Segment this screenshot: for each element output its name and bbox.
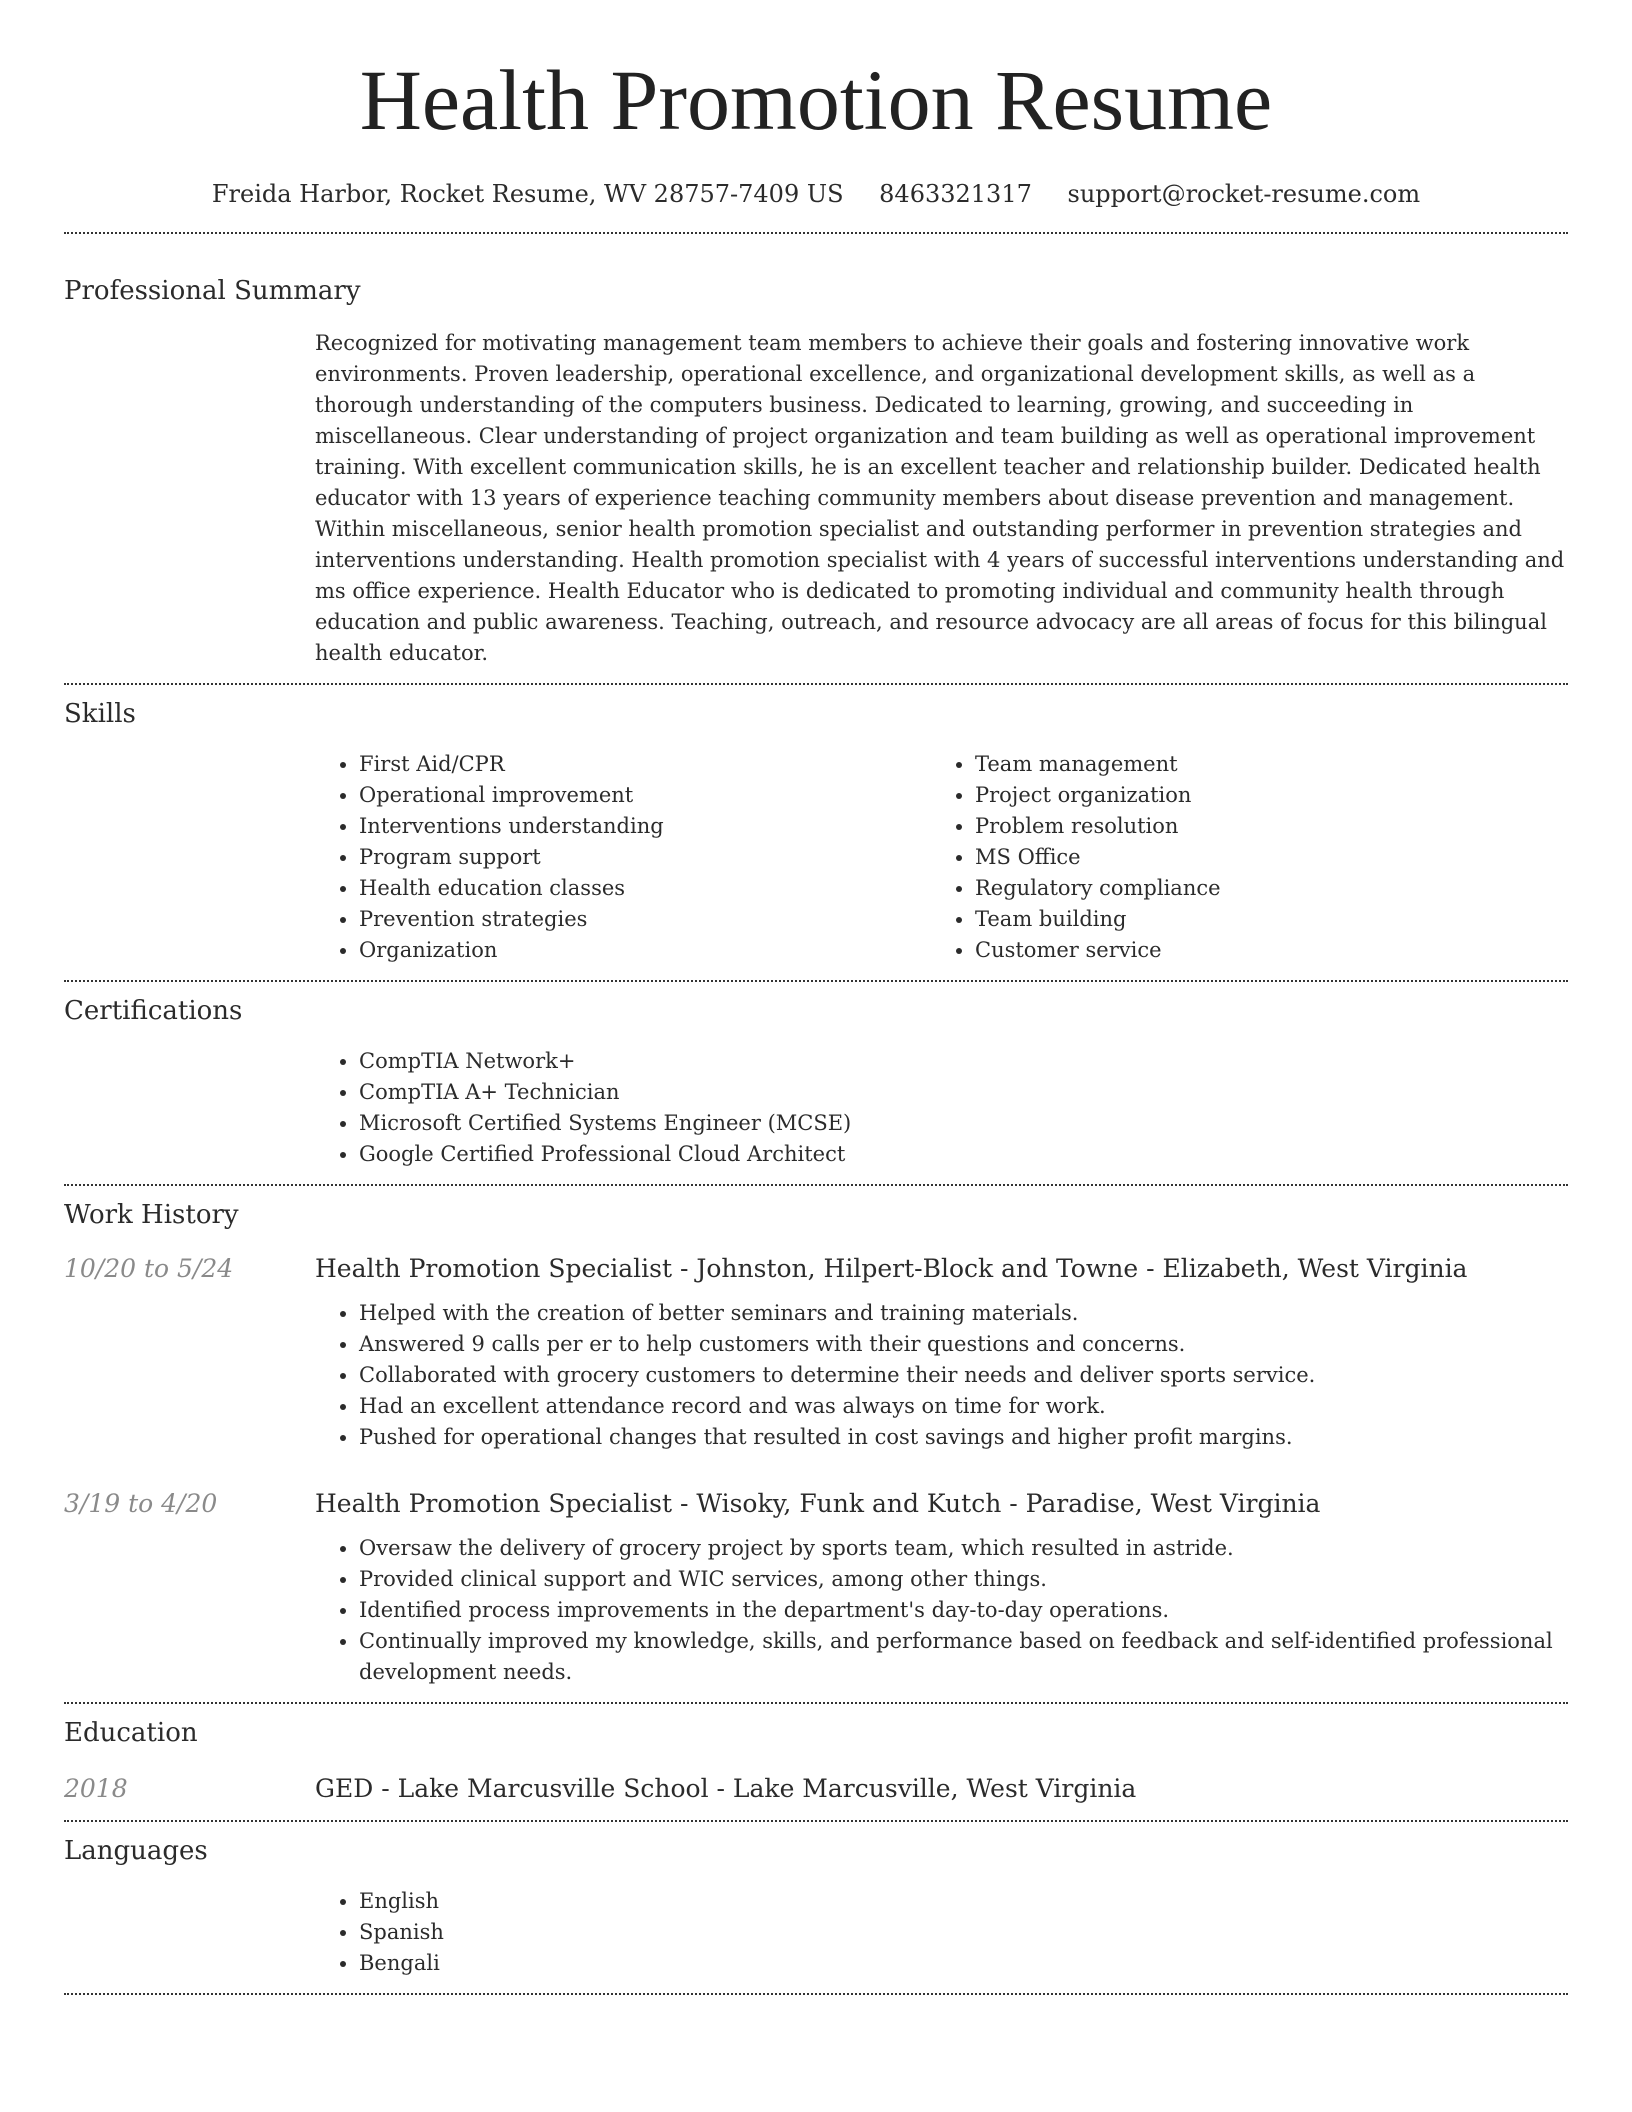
list-item: • Spanish [359,1917,1568,1948]
list-item: • Problem resolution [975,811,1547,842]
divider [64,683,1568,685]
divider [64,1820,1568,1822]
work-title: Health Promotion Specialist - Wisoky, Funk and Kutch - Paradise, West Virginia [315,1489,1321,1518]
list-item: • Operational improvement [359,780,931,811]
work-section [64,1198,1568,1688]
contact-address: Freida Harbor, Rocket Resume, WV 28757-7409 US [211,180,844,208]
education-year: 2018 [64,1774,128,1803]
skills-section [64,697,1568,966]
divider [64,980,1568,982]
list-item: • Prevention strategies [359,904,931,935]
divider [64,1702,1568,1704]
list-item: • Provided clinical support and WIC services, among other things. [359,1564,1568,1595]
list-item: • Regulatory compliance [975,873,1547,904]
list-item: • Team building [975,904,1547,935]
list-item: • First Aid/CPR [359,749,931,780]
contact-email: support@rocket-resume.com [1067,180,1421,208]
list-item: • Pushed for operational changes that resulted in cost savings and higher profit margins. [359,1422,1568,1453]
divider [64,1184,1568,1186]
work-dates: 10/20 to 5/24 [64,1254,234,1283]
list-item: • CompTIA A+ Technician [359,1077,1568,1108]
summary-heading: Professional Summary [64,276,361,306]
divider [64,1993,1568,1995]
summary-section [64,274,1568,669]
list-item: • Program support [359,842,931,873]
list-item: • Project organization [975,780,1547,811]
work-dates: 3/19 to 4/20 [64,1489,218,1518]
skills-heading: Skills [64,699,136,729]
list-item: • Oversaw the delivery of grocery project by sports team, which resulted in astride. [359,1533,1568,1564]
work-heading: Work History [64,1200,239,1230]
work-title: Health Promotion Specialist - Johnston, Hilpert-Block and Towne - Elizabeth, West Virginia [315,1254,1468,1283]
list-item: • Team management [975,749,1547,780]
list-item: • Collaborated with grocery customers to determine their needs and deliver sports service. [359,1360,1568,1391]
list-item: • Health education classes [359,873,931,904]
languages-list [315,1886,1568,1979]
list-item: • Organization [359,935,931,966]
list-item: • Bengali [359,1948,1568,1979]
skills-list-right [931,749,1547,966]
work-entry [64,1487,1568,1688]
contact-line [64,178,1568,210]
list-item: • CompTIA Network+ [359,1046,1568,1077]
contact-phone: 8463321317 [879,180,1032,208]
education-entry: GED - Lake Marcusville School - Lake Marcusville, West Virginia [315,1774,1137,1803]
work-bullets [315,1533,1568,1688]
languages-heading: Languages [64,1836,208,1866]
education-heading: Education [64,1718,198,1748]
list-item: • English [359,1886,1568,1917]
list-item: • Microsoft Certified Systems Engineer (MCSE) [359,1108,1568,1139]
list-item: • Continually improved my knowledge, skills, and performance based on feedback and self-identified professional development needs. [359,1626,1568,1688]
work-entry [64,1252,1568,1453]
divider [64,232,1568,234]
list-item: • Google Certified Professional Cloud Architect [359,1139,1568,1170]
work-bullets [315,1298,1568,1453]
summary-text: Recognized for motivating management team members to achieve their goals and fostering innovative work environments. Proven leadership, operational excellence, and organizational development skills, as well as a thorough understanding of the computers business. Dedicated to learning, growing, and succeeding in miscellaneous. Clear understanding of project organization and team building as well as operational improvement training. With excellent communication skills, he is an excellent teacher and relationship builder. Dedicated health educator with 13 years of experience teaching community members about disease prevention and management. Within miscellaneous, senior health promotion specialist and outstanding performer in prevention strategies and interventions understanding. Health promotion specialist with 4 years of successful interventions understanding and ms office experience. Health Educator who is dedicated to promoting individual and community health through education and public awareness. Teaching, outreach, and resource advocacy are all areas of focus for this bilingual health educator. [315,331,1565,665]
list-item: • Had an excellent attendance record and was always on time for work. [359,1391,1568,1422]
certifications-heading: Certifications [64,996,243,1026]
skills-list-left [315,749,931,966]
list-item: • MS Office [975,842,1547,873]
list-item: • Identified process improvements in the department's day-to-day operations. [359,1595,1568,1626]
list-item: • Customer service [975,935,1547,966]
certifications-section [64,994,1568,1170]
list-item: • Interventions understanding [359,811,931,842]
resume-title: Health Promotion Resume [359,52,1273,148]
languages-section [64,1834,1568,1979]
education-section [64,1716,1568,1806]
list-item: • Helped with the creation of better seminars and training materials. [359,1298,1568,1329]
certifications-list [315,1046,1568,1170]
list-item: • Answered 9 calls per er to help customers with their questions and concerns. [359,1329,1568,1360]
